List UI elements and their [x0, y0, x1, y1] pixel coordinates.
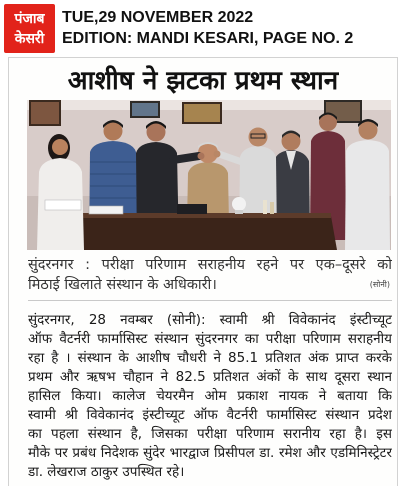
caption-line: मिठाई खिलाते संस्थान के अधिकारी।: [28, 277, 217, 293]
person-body: [345, 140, 390, 250]
wall-painting: [183, 103, 221, 123]
publication-date: TUE,29 NOVEMBER 2022: [62, 9, 254, 26]
body-line: मौके पर प्रबंध निदेशक सुंदेर भारद्वाज प्रिसीपल डा. रमेश और एडमिनिस्ट्रेटर: [28, 445, 392, 461]
article-headline: आशीष ने झटका प्रथम स्थान: [67, 66, 339, 96]
bottle: [263, 200, 267, 214]
person-arm: [173, 156, 199, 160]
article-photo: [27, 100, 391, 250]
article-body: [28, 311, 392, 482]
trophy-icon: [232, 197, 246, 211]
body-line: का पहला संस्थान है, जिसका परीक्षा परिणाम सरानीय रहा है। इस: [28, 426, 392, 442]
held-papers: [45, 200, 81, 210]
laptop: [177, 204, 207, 214]
person-hand: [198, 153, 205, 160]
punjab-kesari-logo: [4, 4, 55, 53]
edition-info: [62, 7, 402, 49]
body-line: सुंदरनगर, 28 नवम्बर (सोनी): स्वामी श्री विवेकानंद इंस्टीच्यूट: [28, 312, 392, 328]
body-line: ऑफ वैटर्नरी फार्मासिस्ट संस्थान सुंदरनगर का परीक्षा परिणाम सराहनीय: [28, 331, 392, 347]
logo-line-2: केसरी: [14, 30, 45, 47]
photo-caption: [28, 255, 392, 295]
article-photo-drawing: [27, 100, 391, 250]
logo-line-1: पंजाब: [14, 10, 45, 27]
body-line: रहा है । संस्थान के आशीष चौधरी ने 85.1 प्रतिशत अंक प्राप्त करके: [28, 350, 392, 366]
bottle: [270, 202, 274, 214]
body-line: स्वामी श्री विवेकानंद इंस्टीच्यूट ऑफ वैटर्नरी फार्मासिस्ट संस्थान प्रदेश: [28, 407, 392, 423]
caption-divider: [28, 300, 392, 301]
trophy-base: [235, 210, 243, 214]
photo-credit: (सोनी): [369, 280, 390, 289]
caption-line: सुंदरनगर : परीक्षा परिणाम सराहनीय रहने पर एक–दूसरे को: [28, 257, 392, 273]
wall-painting: [30, 101, 60, 125]
table: [57, 213, 337, 250]
wall-painting: [131, 102, 159, 117]
table-front: [57, 216, 337, 250]
person-head: [52, 139, 68, 155]
paper-stack: [89, 206, 123, 214]
person-hand: [214, 151, 221, 158]
body-line: डा. लेखराज ठाकुर उपस्थित रहे।: [28, 464, 185, 480]
body-line: हासिल किया। कालेज चेयरमैन ओम प्रकाश नायक ने बताया कि: [28, 388, 392, 404]
edition-page: EDITION: MANDI KESARI, PAGE NO. 2: [62, 30, 354, 47]
body-line: प्रथम और ऋषभ चौहान ने 82.5 प्रतिशत अंकों के साथ दूसरा स्थान: [28, 369, 392, 385]
